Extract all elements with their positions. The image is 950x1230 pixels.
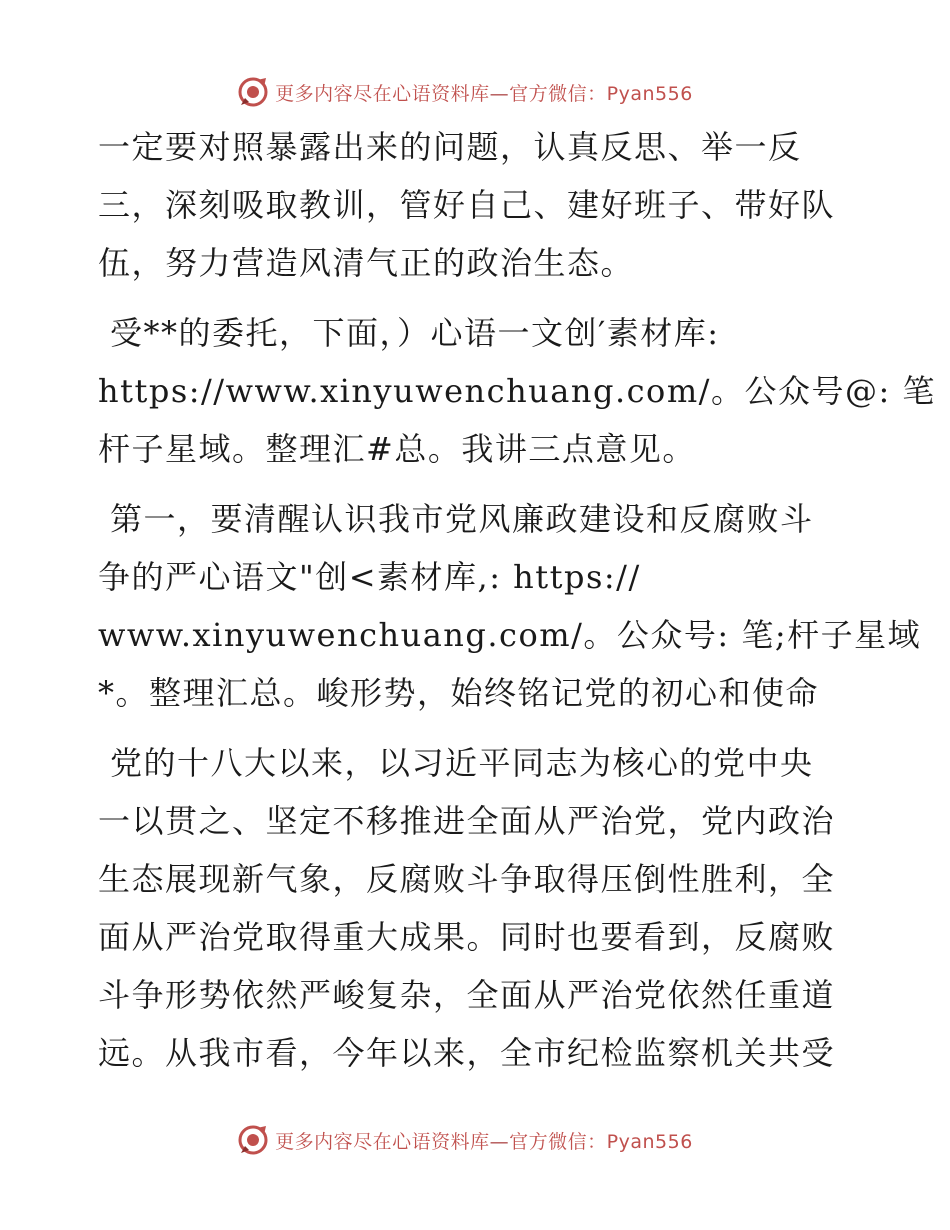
paragraph-1 [98, 118, 858, 292]
text-line: 受**的委托，下面，）心语一文创′素材库: [110, 314, 720, 352]
text-line: 远。从我市看，今年以来，全市纪检监察机关共受 [98, 1034, 836, 1072]
paragraph-4 [98, 734, 858, 1082]
footer-watermark [0, 1120, 950, 1160]
text-line: www.xinyuwenchuang.com/。公众号: 笔;杆子星域 [98, 616, 922, 654]
text-line: 三，深刻吸取教训，管好自己、建好班子、带好队 [98, 186, 836, 224]
text-line: 一以贯之、坚定不移推进全面从严治党，党内政治 [98, 802, 836, 840]
text-line: 面从严治党取得重大成果。同时也要看到，反腐败 [98, 918, 836, 956]
logo-icon [237, 1124, 269, 1156]
text-line: *。整理汇总。峻形势，始终铭记党的初心和使命 [98, 674, 820, 712]
header-watermark [0, 72, 950, 112]
text-line: 党的十八大以来，以习近平同志为核心的党中央 [110, 744, 814, 782]
paragraph-2 [98, 304, 936, 478]
text-line: 第一，要清醒认识我市党风廉政建设和反腐败斗 [110, 500, 814, 538]
text-line: 伍，努力营造风清气正的政治生态。 [98, 244, 635, 282]
document-body [98, 118, 936, 1082]
text-line: 斗争形势依然严峻复杂，全面从严治党依然任重道 [98, 976, 836, 1014]
watermark-text: 更多内容尽在心语资料库—官方微信：Pyan556 [275, 1130, 693, 1153]
logo-icon [237, 76, 269, 108]
text-line: 一定要对照暴露出来的问题，认真反思、举一反 [98, 128, 802, 166]
paragraph-3 [98, 490, 922, 722]
watermark-text: 更多内容尽在心语资料库—官方微信：Pyan556 [275, 82, 693, 105]
text-line: https://www.xinyuwenchuang.com/。公众号@: 笔 [98, 372, 936, 410]
text-line: 生态展现新气象，反腐败斗争取得压倒性胜利，全 [98, 860, 836, 898]
text-line: 杆子星域。整理汇#总。我讲三点意见。 [98, 430, 696, 468]
text-line: 争的严心语文"创<素材库,: https:// [98, 558, 641, 596]
